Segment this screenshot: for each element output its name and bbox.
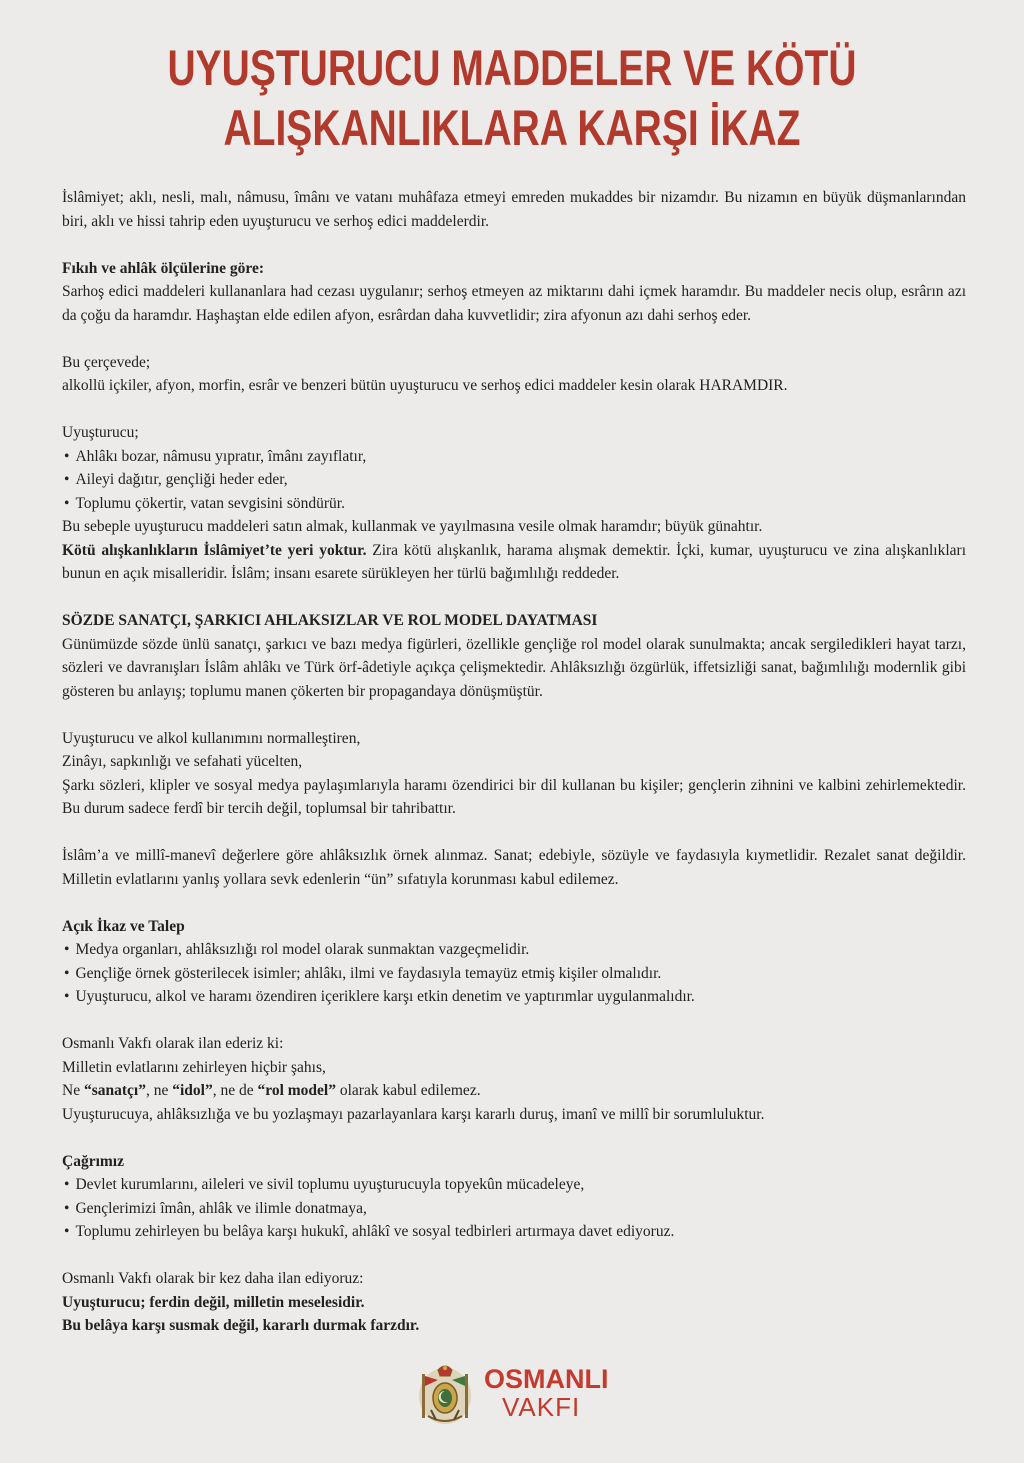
drug-bullet: • Toplumu çökertir, vatan sevgisini söndürür. <box>62 492 966 516</box>
bad-habits-bold: Kötü alışkanlıkların İslâmiyet’te yeri yoktur. <box>62 541 367 559</box>
fikh-heading: Fıkıh ve ahlâk ölçülerine göre: <box>62 259 265 277</box>
call-heading: Çağrımız <box>62 1152 124 1170</box>
rolemodel-paragraph: Günümüzde sözde ünlü sanatçı, şarkıcı ve bazı medya figürleri, özellikle gençliğe rol model olarak sunulmakta; ancak sergiledikleri hayat tarzı, sözleri ve davranışları İslâm ahlâkı ve Türk örf-âdetiyle açıkça çelişmektedir. Ahlâksızlığı özgürlük, iffetsizliği sanat, bağımlılığı modernlik gibi gösteren bu anlayış; toplumu manen çökerten bir propagandaya dönüşmüştür. <box>62 635 966 700</box>
ottoman-coat-of-arms-icon <box>414 1360 476 1428</box>
bad-habits-paragraph <box>62 539 966 586</box>
closing-bold-line: Uyuşturucu; ferdin değil, milletin meselesidir. <box>62 1293 365 1311</box>
logo-word-osmanli: OSMANLI <box>484 1364 609 1394</box>
warning-bullet: • Gençliğe örnek gösterilecek isimler; ahlâkı, ilmi ve faydasıyla temayüz etmiş kişiler olmalıdır. <box>62 962 966 986</box>
drug-conclusion: Bu sebeple uyuşturucu maddeleri satın almak, kullanmak ve yayılmasına vesile olmak haramdır; büyük günahtır. <box>62 518 763 535</box>
fikh-paragraph: Sarhoş edici maddeleri kullananlara had cezası uygulanır; serhoş etmeyen az miktarını dahi içmek haramdır. Bu maddeler necis olup, esrârın azı da çoğu da haramdır. Haşhaştan elde edilen afyon, esrârdan daha kuvvetlidir; zira afyonun azı dahi serhoş eder. <box>62 283 966 324</box>
logo-word-vakfi: VAKFI <box>502 1392 581 1422</box>
osmanli-vakfi-logo <box>414 1360 624 1432</box>
document-body <box>62 186 966 1338</box>
title-line-2: ALIŞKANLIKLARA KARŞI İKAZ <box>223 100 801 156</box>
islam-paragraph: İslâm’a ve millî-manevî değerlere göre ahlâksızlık örnek alınmaz. Sanat; edebiyle, sözüyle ve faydasıyla kıymetlidir. Rezalet sanat değildir. Milletin evlatlarını yanlış yollara sevk edenlerin “ün” sıfatıyla korunması kabul edilemez. <box>62 847 966 888</box>
bad-habits-text: Zira kötü alışkanlık, harama alışmak demektir. İçki, kumar, uyuşturucu ve zina alışkanlıkları bunun en açık misalleridir. İslâm; insanı esarete sürükleyen her türlü bağımlılığı reddeder. <box>62 541 967 582</box>
intro-paragraph: İslâmiyet; aklı, nesli, malı, nâmusu, îmânı ve vatanı muhâfaza etmeyi emreden mukaddes bir nizamdır. Bu nizamın en büyük düşmanlarından biri, aklı ve hissi tahrip eden uyuşturucu ve serhoş edici maddelerdir. <box>62 189 966 230</box>
rolemodel-line: Zinâyı, sapkınlığı ve sefahati yücelten, <box>62 753 303 770</box>
rolmodel-bold: “rol model” <box>257 1082 336 1099</box>
drug-bullet: • Aileyi dağıtır, gençliği heder eder, <box>62 468 966 492</box>
declaration-line: Osmanlı Vakfı olarak ilan ederiz ki: <box>62 1035 284 1052</box>
call-bullet: • Toplumu zehirleyen bu belâya karşı hukukî, ahlâkî ve sosyal tedbirleri artırmaya davet ediyoruz. <box>62 1220 966 1244</box>
drug-bullet: • Ahlâkı bozar, nâmusu yıpratır, îmânı zayıflatır, <box>62 445 966 469</box>
frame-paragraph: alkollü içkiler, afyon, morfin, esrâr ve benzeri bütün uyuşturucu ve serhoş edici maddeler kesin olarak HARAMDIR. <box>62 377 788 394</box>
call-bullet: • Devlet kurumlarını, aileleri ve sivil toplumu uyuşturucuyla topyekûn mücadeleye, <box>62 1173 966 1197</box>
warning-bullet: • Medya organları, ahlâksızlığı rol model olarak sunmaktan vazgeçmelidir. <box>62 938 966 962</box>
closing-bold-line: Bu belâya karşı susmak değil, kararlı durmak farzdır. <box>62 1317 420 1334</box>
sanatci-bold: “sanatçı” <box>83 1082 146 1099</box>
drug-intro: Uyuşturucu; <box>62 424 139 441</box>
title-line-1: UYUŞTURUCU MADDELER VE KÖTÜ <box>167 40 857 96</box>
document-title <box>113 38 912 158</box>
rolemodel-line: Şarkı sözleri, klipler ve sosyal medya paylaşımlarıyla haramı özendirici bir dil kullanan bu kişiler; gençlerin zihnini ve kalbini zehirlemektedir. Bu durum sadece ferdî bir tercih değil, toplumsal bir tahribattır. <box>62 776 966 817</box>
closing-line: Osmanlı Vakfı olarak bir kez daha ilan ediyoruz: <box>62 1270 364 1287</box>
declaration-line: Milletin evlatlarını zehirleyen hiçbir şahıs, <box>62 1058 326 1076</box>
idol-bold: “idol” <box>172 1082 213 1099</box>
frame-intro: Bu çerçevede; <box>62 353 151 371</box>
declaration-line: Uyuşturucuya, ahlâksızlığa ve bu yozlaşmayı pazarlayanlara karşı kararlı duruş, imanî ve millî bir sorumluluktur. <box>62 1105 765 1123</box>
call-bullet: • Gençlerimizi îmân, ahlâk ve ilimle donatmaya, <box>62 1197 966 1221</box>
warning-bullet: • Uyuşturucu, alkol ve haramı özendiren içeriklere karşı etkin denetim ve yaptırımlar uygulanmalıdır. <box>62 985 966 1009</box>
rolemodel-line: Uyuşturucu ve alkol kullanımını normalleştiren, <box>62 729 361 747</box>
rolemodel-heading: SÖZDE SANATÇI, ŞARKICI AHLAKSIZLAR VE ROL MODEL DAYATMASI <box>62 612 598 629</box>
declaration-line-mixed: Ne “sanatçı”, ne “idol”, ne de “rol model” olarak kabul edilemez. <box>62 1082 481 1099</box>
warning-heading: Açık İkaz ve Talep <box>62 917 185 935</box>
